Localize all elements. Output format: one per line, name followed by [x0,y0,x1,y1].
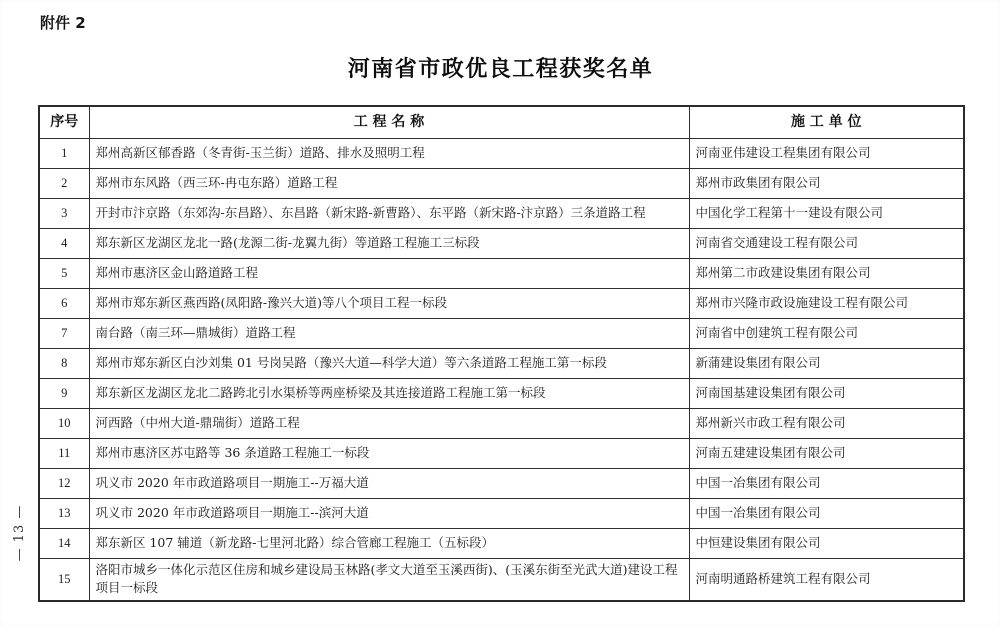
row-index: 2 [39,168,89,198]
page-title: 河南省市政优良工程获奖名单 [347,57,654,82]
row-project-name: 郑州市郑东新区燕西路(凤阳路-豫兴大道)等八个项目工程一标段 [89,288,689,318]
table-row [39,378,964,408]
row-index: 7 [39,318,89,348]
row-contractor: 中国一冶集团有限公司 [689,498,964,528]
row-contractor: 河南国基建设集团有限公司 [689,378,964,408]
row-project-name: 郑州市惠济区苏屯路等 36 条道路工程施工一标段 [89,438,689,468]
table-row [39,558,964,601]
table-row [39,528,964,558]
row-index: 14 [39,528,89,558]
table-row [39,408,964,438]
row-contractor: 河南明通路桥建筑工程有限公司 [689,558,964,601]
table-row [39,138,964,168]
row-contractor: 中国化学工程第十一建设有限公司 [689,198,964,228]
header-index: 序号 [39,106,89,138]
row-index: 12 [39,468,89,498]
table-body [39,138,964,601]
row-index: 4 [39,228,89,258]
row-contractor: 河南亚伟建设工程集团有限公司 [689,138,964,168]
row-contractor: 河南五建建设集团有限公司 [689,438,964,468]
table-row [39,168,964,198]
row-contractor: 河南省交通建设工程有限公司 [689,228,964,258]
row-project-name: 洛阳市城乡一体化示范区住房和城乡建设局玉林路(孝文大道至玉溪西街)、(玉溪东街至光武大道)建设工程项目一标段 [89,558,689,601]
row-project-name: 郑州市东风路（西三环-冉屯东路）道路工程 [89,168,689,198]
row-contractor: 河南省中创建筑工程有限公司 [689,318,964,348]
page-number: — 13 — [12,504,27,562]
row-index: 6 [39,288,89,318]
row-index: 3 [39,198,89,228]
table-row [39,288,964,318]
row-contractor: 中恒建设集团有限公司 [689,528,964,558]
row-project-name: 巩义市 2020 年市政道路项目一期施工--滨河大道 [89,498,689,528]
table-header-row [39,106,964,138]
row-contractor: 郑州新兴市政工程有限公司 [689,408,964,438]
table-row [39,468,964,498]
row-index: 8 [39,348,89,378]
row-index: 1 [39,138,89,168]
row-index: 9 [39,378,89,408]
row-project-name: 郑州市惠济区金山路道路工程 [89,258,689,288]
header-contractor: 施 工 单 位 [689,106,964,138]
row-project-name: 郑州市郑东新区白沙刘集 01 号岗吴路（豫兴大道—科学大道）等六条道路工程施工第一标段 [89,348,689,378]
row-contractor: 郑州第二市政建设集团有限公司 [689,258,964,288]
table-header [39,106,964,138]
table-row [39,228,964,258]
row-project-name: 郑东新区龙湖区龙北一路(龙源二街-龙翼九街）等道路工程施工三标段 [89,228,689,258]
row-index: 11 [39,438,89,468]
table-row [39,258,964,288]
row-project-name: 郑州高新区郁香路（冬青街-玉兰街）道路、排水及照明工程 [89,138,689,168]
row-project-name: 巩义市 2020 年市政道路项目一期施工--万福大道 [89,468,689,498]
row-index: 15 [39,558,89,601]
award-table [38,105,965,602]
row-project-name: 郑东新区 107 辅道（新龙路-七里河北路）综合管廊工程施工（五标段） [89,528,689,558]
row-contractor: 中国一冶集团有限公司 [689,468,964,498]
table-row [39,348,964,378]
table-row [39,318,964,348]
row-index: 5 [39,258,89,288]
attachment-label: 附件 2 [40,14,86,32]
table-row [39,198,964,228]
row-contractor: 郑州市政集团有限公司 [689,168,964,198]
table-row [39,438,964,468]
row-contractor: 郑州市兴隆市政设施建设工程有限公司 [689,288,964,318]
row-project-name: 南台路（南三环—鼎城街）道路工程 [89,318,689,348]
row-index: 13 [39,498,89,528]
row-project-name: 开封市汴京路（东郊沟-东昌路）、东昌路（新宋路-新曹路）、东平路（新宋路-汴京路）三条道路工程 [89,198,689,228]
row-index: 10 [39,408,89,438]
header-project-name: 工 程 名 称 [89,106,689,138]
row-contractor: 新蒲建设集团有限公司 [689,348,964,378]
row-project-name: 河西路（中州大道-鼎瑞街）道路工程 [89,408,689,438]
table-row [39,498,964,528]
row-project-name: 郑东新区龙湖区龙北二路跨北引水渠桥等两座桥梁及其连接道路工程施工第一标段 [89,378,689,408]
